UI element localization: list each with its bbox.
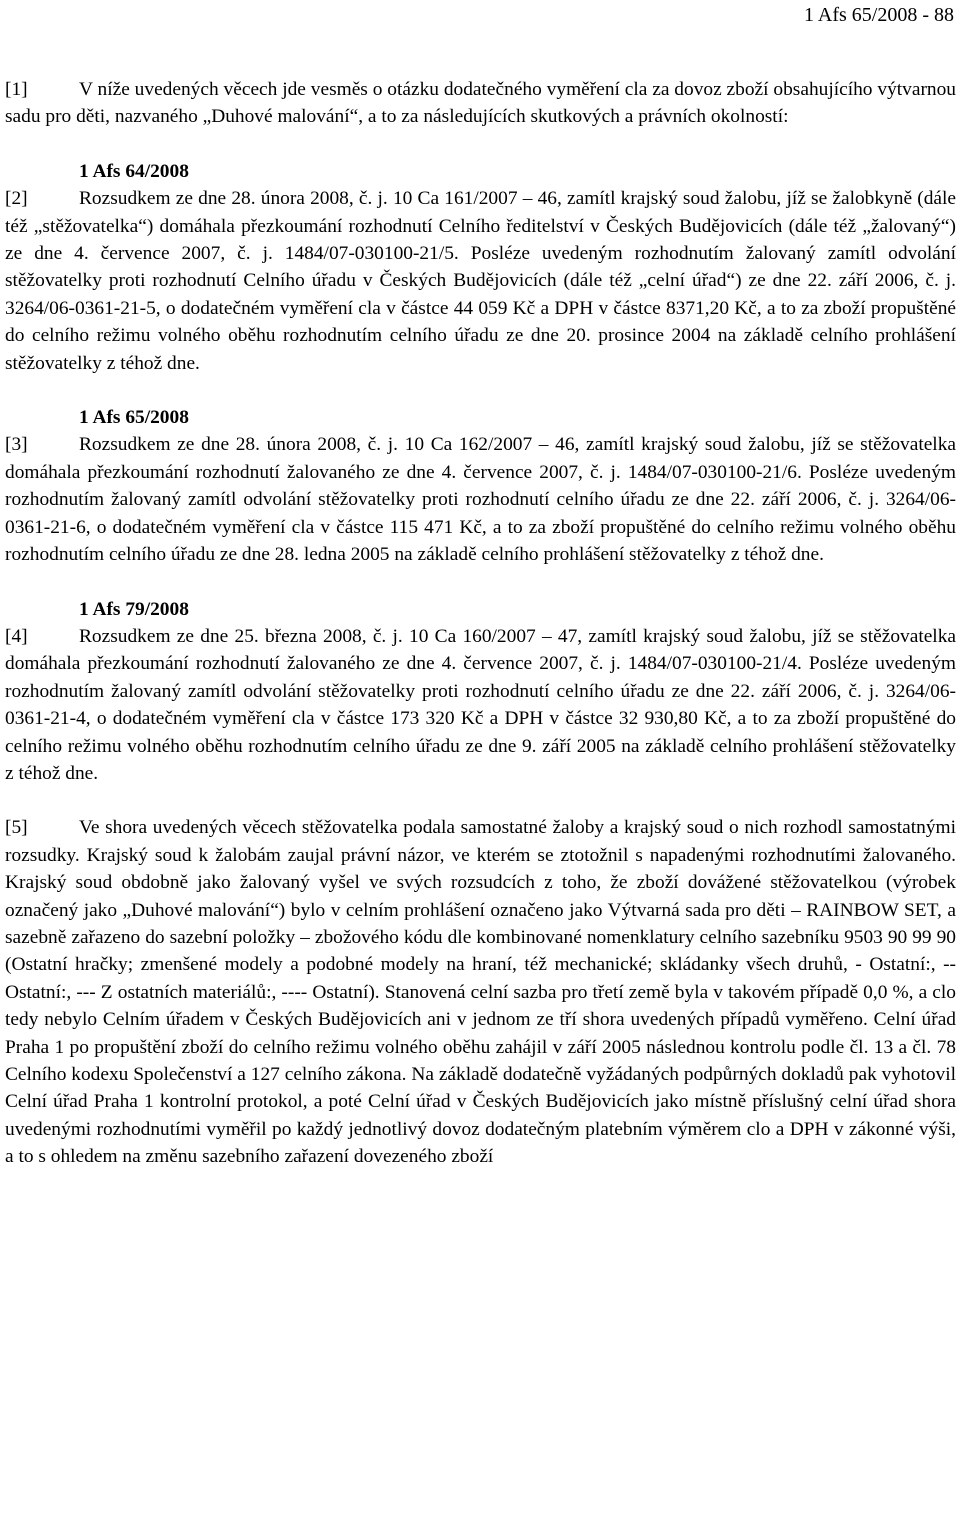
- paragraph-4: [5, 623, 956, 787]
- paragraph-text: Rozsudkem ze dne 28. února 2008, č. j. 10 Ca 162/2007 – 46, zamítl krajský soud žalobu, jíž se stěžovatelka domáhala přezkoumání rozhodnutí žalovaného ze dne 4. července 2007, č. j. 1484/07-030100-21/6. Posléze uvedeným rozhodnutím žalovaný zamítl odvolání stěžovatelky proti rozhodnutí celního úřadu ze dne 22. září 2006, č. j. 3264/06-0361-21-6, o dodatečném vyměření cla v částce 115 471 Kč, a to za zboží propuštěné do celního režimu volného oběhu rozhodnutím celního úřadu ze dne 28. ledna 2005 na základě celního prohlášení stěžovatelky z téhož dne.: [5, 434, 956, 566]
- case-heading: 1 Afs 64/2008: [79, 160, 189, 182]
- paragraph-text: Rozsudkem ze dne 28. února 2008, č. j. 10 Ca 161/2007 – 46, zamítl krajský soud žalobu, jíž se žalobkyně (dále též „stěžovatelka“) domáhala přezkoumání rozhodnutí Celního ředitelství v Českých Budějovicích (dále též „žalovaný“) ze dne 4. července 2007, č. j. 1484/07-030100-21/5. Posléze uvedeným rozhodnutím žalovaný zamítl odvolání stěžovatelky proti rozhodnutí Celního úřadu v Českých Budějovicích (dále též „celní úřad“) ze dne 22. září 2006, č. j. 3264/06-0361-21-5, o dodatečném vyměření cla v částce 44 059 Kč a DPH v částce 8371,20 Kč, a to za zboží propuštěné do celního režimu volného oběhu rozhodnutím celního úřadu ze dne 20. prosince 2004 na základě celního prohlášení stěžovatelky z téhož dne.: [5, 188, 956, 374]
- paragraph-text: Rozsudkem ze dne 25. března 2008, č. j. 10 Ca 160/2007 – 47, zamítl krajský soud žalobu, jíž se stěžovatelka domáhala přezkoumání rozhodnutí žalovaného ze dne 4. července 2007, č. j. 1484/07-030100-21/4. Posléze uvedeným rozhodnutím žalovaný zamítl odvolání stěžovatelky proti rozhodnutí celního úřadu ze dne 22. září 2006, č. j. 3264/06-0361-21-4, o dodatečném vyměření cla v částce 173 320 Kč a DPH v částce 32 930,80 Kč, a to za zboží propuštěné do celního režimu volného oběhu rozhodnutím celního úřadu ze dne 9. září 2005 na základě celního prohlášení stěžovatelky z téhož dne.: [5, 625, 956, 784]
- paragraph-number: [5]: [5, 817, 28, 839]
- case-heading: 1 Afs 65/2008: [79, 407, 189, 429]
- paragraph-number: [2]: [5, 188, 28, 210]
- paragraph-3: [5, 431, 956, 568]
- page-number-header: 1 Afs 65/2008 - 88: [804, 4, 954, 26]
- paragraph-number: [1]: [5, 79, 28, 100]
- paragraph-text: V níže uvedených věcech jde vesměs o otázku dodatečného vyměření cla za dovoz zboží obsahujícího výtvarnou sadu pro děti, nazvaného „Duhové malování“, a to za následujících skutkových a právních okolností:: [5, 79, 956, 128]
- paragraph-1: [5, 76, 956, 131]
- paragraph-text: Ve shora uvedených věcech stěžovatelka podala samostatné žaloby a krajský soud o nich rozhodl samostatnými rozsudky. Krajský soud k žalobám zaujal právní názor, ve kterém se ztotožnil s napadenými rozhodnutími žalovaného. Krajský soud obdobně jako žalovaný vyšel ve svých rozsudcích z toho, že zboží dovážené stěžovatelkou (výrobek označený jako „Duhové malování“) bylo v celním prohlášení označeno jako Výtvarná sada pro děti – RAINBOW SET, a sazebně zařazeno do sazební položky – zbožového kódu dle kombinované nomenklatury celního sazebníku 9503 90 99 90 (Ostatní hračky; zmenšené modely a podobné modely na hraní, též mechanické; skládanky všech druhů, - Ostatní:, -- Ostatní:, --- Z ostatních materiálů:, ---- Ostatní). Stanovená celní sazba pro třetí země byla v takovém případě 0,0 %, a clo tedy nebylo Celním úřadem v Českých Budějovicích ani v jednom ze tří shora uvedených případů vyměřeno. Celní úřad Praha 1 po propuštění zboží do celního režimu volného oběhu zahájil v září 2005 následnou kontrolu podle čl. 13 a čl. 78 Celního kodexu Společenství a 127 celního zákona. Na základě dodatečně vyžádaných podpůrných dokladů pak vyhotovil Celní úřad Praha 1 kontrolní protokol, a poté Celní úřad v Českých Budějovicích jako místně příslušný celní úřad shora uvedenými rozhodnutími vyměřil po každý jednotlivý dovoz dodatečným platebním výměrem clo a DPH v zákonné výši, a to s ohledem na změnu sazebního zařazení dovezeného zboží: [5, 817, 956, 1168]
- paragraph-5: [5, 814, 956, 1170]
- paragraph-number: [3]: [5, 434, 28, 456]
- paragraph-number: [4]: [5, 625, 28, 647]
- document-body: [5, 76, 956, 1171]
- case-heading: 1 Afs 79/2008: [79, 598, 189, 620]
- paragraph-2: [5, 185, 956, 377]
